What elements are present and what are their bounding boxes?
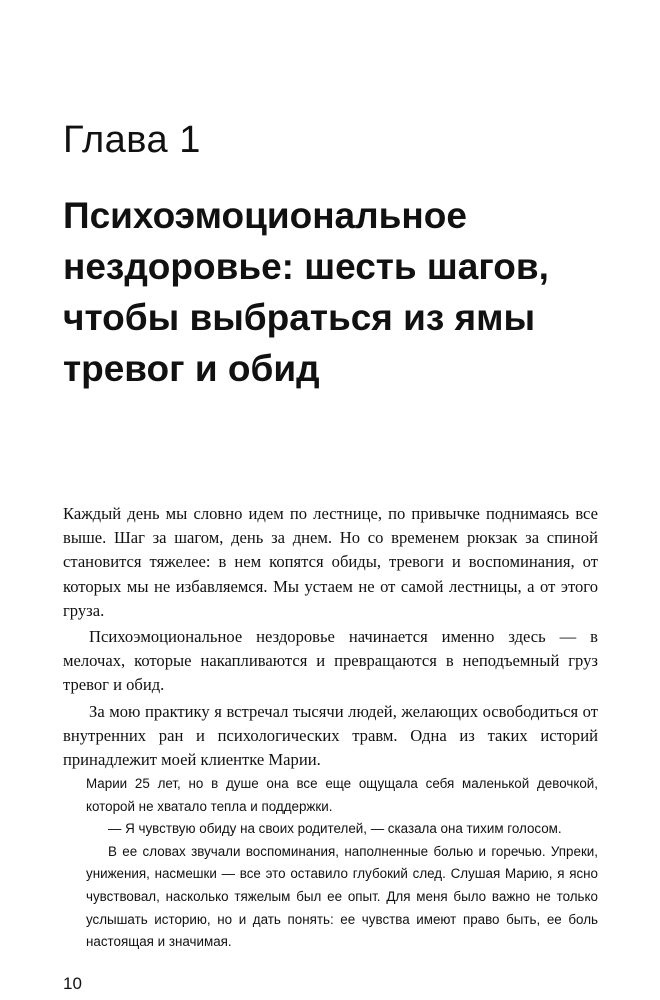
chapter-title-line: нездоровье: шесть шагов, bbox=[63, 246, 549, 287]
chapter-title bbox=[63, 190, 623, 394]
body-paragraph: Каждый день мы словно идем по лестнице, по привычке поднимаясь все выше. Шаг за шагом, день за днем. Но со временем рюкзак за спиной становится тяжелее: в нем копятся обиды, тревоги и воспоминания, от которых мы не избавляемся. Мы устаем не от самой лестницы, а от этого груза. bbox=[63, 504, 598, 620]
story-paragraph: — Я чувствую обиду на своих родителей, — сказала она тихим голосом. bbox=[108, 821, 562, 837]
page-number: 10 bbox=[63, 974, 82, 993]
body-text bbox=[63, 502, 598, 772]
chapter-title-line: тревог и обид bbox=[63, 348, 320, 389]
body-paragraph: За мою практику я встречал тысячи людей, желающих освободиться от внутренних ран и психологических травм. Одна из таких историй принадлежит моей клиентке Марии. bbox=[63, 701, 598, 770]
chapter-title-line: Психоэмоциональное bbox=[63, 195, 467, 236]
chapter-title-line: чтобы выбраться из ямы bbox=[63, 297, 536, 338]
body-paragraph: Психоэмоциональное нездоровье начинается именно здесь — в мелочах, которые накапливаются и превращаются в неподъемный груз тревог и обид. bbox=[63, 627, 598, 695]
chapter-label: Глава 1 bbox=[63, 119, 201, 161]
story-paragraph: Марии 25 лет, но в душе она все еще ощущала себя маленькой девочкой, которой не хватало тепла и поддержки. bbox=[86, 776, 598, 814]
story-paragraph: В ее словах звучали воспоминания, наполненные болью и горечью. Упреки, унижения, насмешки — все это оставило глубокий след. Слушая Марию, я ясно чувствовал, насколько тяжелым был ее опыт. Для меня было важно не только услышать историю, но и дать понять: ее чувства имеют право быть, ее боль настоящая и значимая. bbox=[86, 843, 598, 950]
story-excerpt bbox=[86, 773, 598, 954]
